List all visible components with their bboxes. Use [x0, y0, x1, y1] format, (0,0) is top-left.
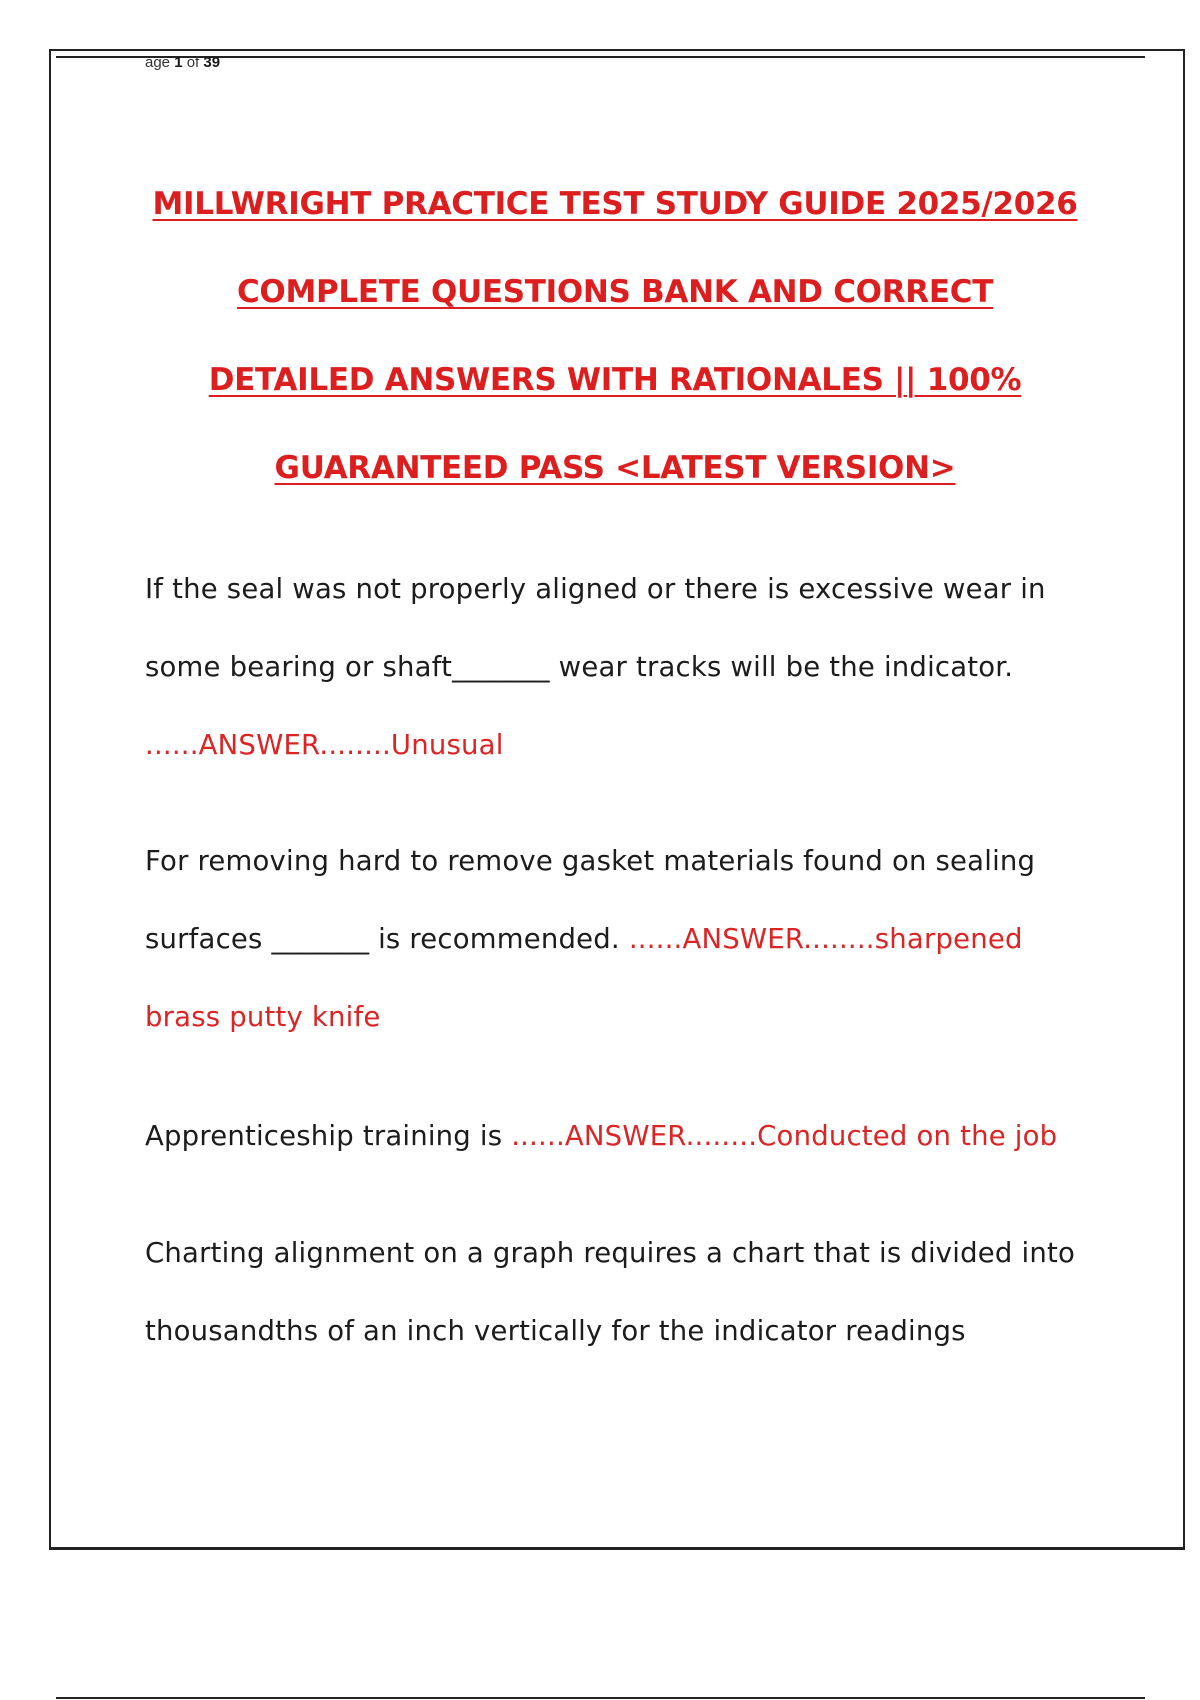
title-line-1: MILLWRIGHT PRACTICE TEST STUDY GUIDE 2025/2026	[152, 186, 1078, 222]
qa-item-3	[145, 1097, 1075, 1175]
page-total: 39	[203, 54, 221, 71]
question-text: If the seal was not properly aligned or there is excessive wear in some bearing or shaft_______ wear tracks will be the indicator.	[145, 573, 1046, 683]
page-current: 1	[174, 54, 183, 71]
title-line-3: DETAILED ANSWERS WITH RATIONALES || 100%	[208, 362, 1022, 398]
document-title	[60, 178, 1170, 530]
question-text: For removing hard to remove gasket materials found on sealing surfaces _______ is recommended.	[145, 845, 1036, 955]
footer-rule	[56, 1697, 1145, 1699]
title-line-4: GUARANTEED PASS <LATEST VERSION>	[274, 450, 956, 486]
question-text: Apprenticeship training is	[145, 1120, 503, 1152]
qa-item-1	[145, 550, 1075, 784]
page-prefix: age	[145, 54, 175, 71]
title-line-2: COMPLETE QUESTIONS BANK AND CORRECT	[236, 274, 994, 310]
page-of: of	[182, 54, 204, 71]
qa-item-4	[145, 1214, 1075, 1370]
question-text: Charting alignment on a graph requires a chart that is divided into thousandths of an inch vertically for the indicator readings	[145, 1237, 1075, 1347]
answer-text: ......ANSWER........Conducted on the job	[511, 1120, 1058, 1152]
qa-item-2	[145, 822, 1075, 1056]
answer-text: ......ANSWER........Unusual	[145, 729, 504, 761]
page-counter	[145, 54, 220, 72]
answer-text: ......ANSWER........sharpened brass putty knife	[145, 923, 1023, 1033]
